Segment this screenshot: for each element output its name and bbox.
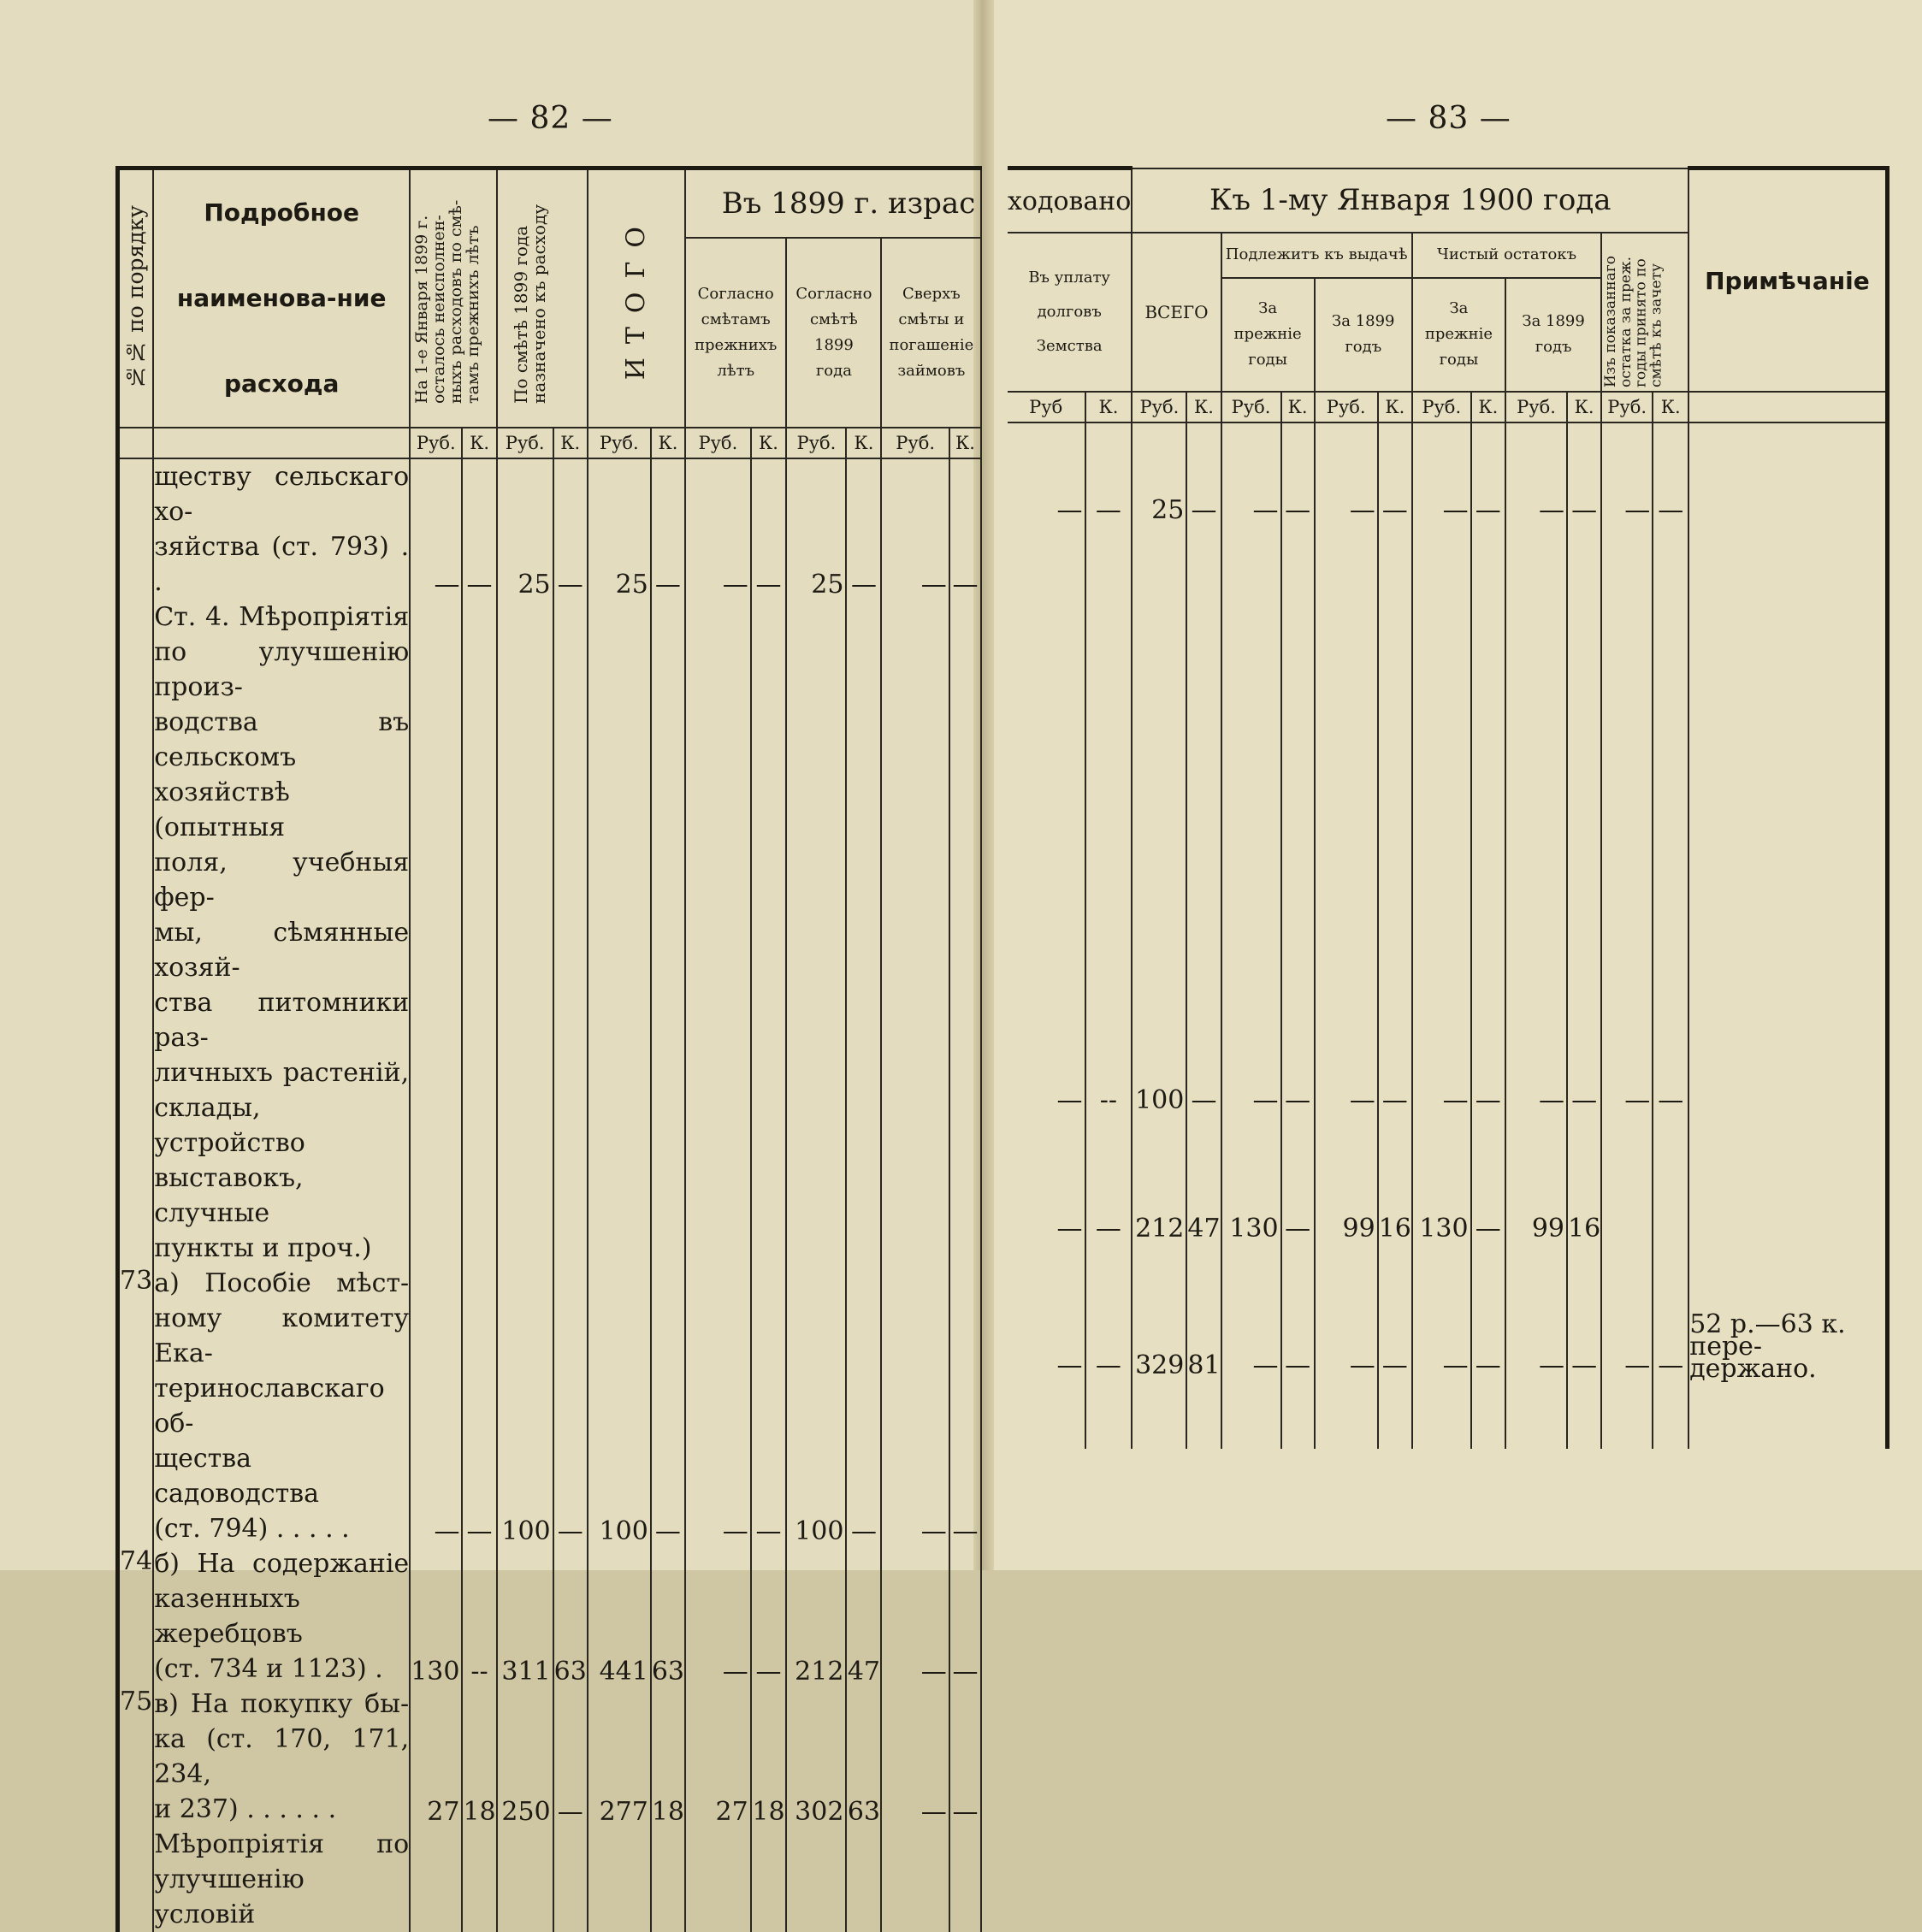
amount-kop: — bbox=[1567, 927, 1601, 1115]
amount-rub: 130 bbox=[1412, 1115, 1471, 1244]
amount-rub: — bbox=[685, 1546, 751, 1687]
amount-rub bbox=[1221, 525, 1281, 927]
unit-rub: Руб. bbox=[1132, 392, 1186, 422]
description-line: пункты и проч.) bbox=[154, 1233, 372, 1263]
remark bbox=[1688, 1115, 1887, 1244]
expense-description bbox=[153, 1266, 410, 1546]
amount-kop bbox=[1567, 525, 1601, 927]
amount-rub: 25 bbox=[588, 458, 651, 600]
amount-kop bbox=[553, 1827, 588, 1932]
amount-kop: — bbox=[651, 458, 685, 600]
amount-rub bbox=[1412, 525, 1471, 927]
table-row bbox=[118, 1266, 982, 1546]
amount-kop: — bbox=[553, 1266, 588, 1546]
amount-rub bbox=[1008, 1380, 1085, 1449]
description-line: Мѣропріятія по bbox=[154, 1829, 410, 1859]
header-net-1899: За 1899 годъ bbox=[1505, 278, 1601, 392]
header-spent-1899: Въ 1899 г. израс bbox=[685, 168, 981, 239]
header-debt-payment: Въ уплату долговъ Земства bbox=[1008, 233, 1132, 392]
amount-kop: — bbox=[949, 458, 982, 600]
amount-kop: — bbox=[1471, 1244, 1505, 1380]
left-expense-table bbox=[115, 166, 982, 1932]
amount-kop bbox=[1378, 1380, 1412, 1449]
amount-kop: — bbox=[1471, 1115, 1505, 1244]
amount-rub: — bbox=[1008, 1115, 1085, 1244]
amount-rub bbox=[1505, 525, 1567, 927]
remark bbox=[1688, 1380, 1887, 1449]
description-line: а) Пособіе мѣст- bbox=[154, 1268, 410, 1298]
amount-kop: 18 bbox=[751, 1687, 787, 1827]
amount-kop: — bbox=[1567, 422, 1601, 525]
description-line: щества садоводства bbox=[154, 1444, 320, 1509]
amount-kop: — bbox=[553, 1687, 588, 1827]
description-line: улучшенію условій bbox=[154, 1864, 305, 1929]
amount-kop: — bbox=[1085, 1115, 1133, 1244]
unit-rub: Руб. bbox=[1315, 392, 1378, 422]
description-line: теринославскаго об- bbox=[154, 1374, 385, 1439]
amount-kop: — bbox=[1378, 1244, 1412, 1380]
amount-kop: — bbox=[1378, 422, 1412, 525]
table-row bbox=[118, 1827, 982, 1932]
unit-rub: Руб. bbox=[588, 428, 651, 458]
amount-rub: 99 bbox=[1505, 1115, 1567, 1244]
amount-rub: 250 bbox=[497, 1687, 553, 1827]
amount-kop: — bbox=[1653, 422, 1688, 525]
amount-kop: — bbox=[1281, 1115, 1315, 1244]
amount-kop: 63 bbox=[846, 1687, 881, 1827]
description-line: (ст. 734 и 1123) . bbox=[154, 1654, 383, 1684]
header-accepted: Изъ показаннаго остатка за преж. годы принято по смѣтѣ къ зачету bbox=[1601, 233, 1688, 392]
amount-kop bbox=[1471, 525, 1505, 927]
amount-rub: — bbox=[410, 458, 462, 600]
header-payable-1899: За 1899 годъ bbox=[1315, 278, 1412, 392]
unit-kop: К. bbox=[949, 428, 982, 458]
amount-rub bbox=[1315, 1380, 1378, 1449]
amount-rub: — bbox=[1221, 927, 1281, 1115]
amount-kop: 81 bbox=[1186, 1244, 1221, 1380]
amount-kop: 18 bbox=[651, 1687, 685, 1827]
description-line: ка (ст. 170, 171, 234, bbox=[154, 1724, 410, 1789]
amount-kop bbox=[1085, 1380, 1133, 1449]
amount-kop bbox=[1186, 1380, 1221, 1449]
description-line: ному комитету Ека- bbox=[154, 1303, 410, 1368]
unit-kop: К. bbox=[1281, 392, 1315, 422]
amount-rub: 302 bbox=[786, 1687, 846, 1827]
header-payable-prev: За прежніе годы bbox=[1221, 278, 1315, 392]
unit-kop: К. bbox=[553, 428, 588, 458]
amount-kop bbox=[1653, 1115, 1688, 1244]
amount-rub: 311 bbox=[497, 1546, 553, 1687]
amount-rub bbox=[1601, 1115, 1653, 1244]
unit-rub: Руб. bbox=[1601, 392, 1653, 422]
unit-kop: К. bbox=[1378, 392, 1412, 422]
table-row bbox=[118, 1546, 982, 1687]
unit-rub: Руб. bbox=[786, 428, 846, 458]
amount-rub: 212 bbox=[1132, 1115, 1186, 1244]
unit-kop: К. bbox=[651, 428, 685, 458]
amount-rub: 130 bbox=[410, 1546, 462, 1687]
amount-kop bbox=[1281, 1380, 1315, 1449]
row-number bbox=[118, 600, 154, 1266]
unit-rub: Руб. bbox=[881, 428, 949, 458]
amount-kop: — bbox=[1186, 422, 1221, 525]
amount-rub: 27 bbox=[410, 1687, 462, 1827]
amount-kop: 16 bbox=[1378, 1115, 1412, 1244]
expense-description bbox=[153, 1687, 410, 1827]
remark bbox=[1688, 525, 1887, 927]
amount-rub: — bbox=[1221, 1244, 1281, 1380]
amount-rub bbox=[1221, 1380, 1281, 1449]
unit-kop: К. bbox=[462, 428, 496, 458]
amount-kop bbox=[1471, 1380, 1505, 1449]
amount-kop: — bbox=[1471, 927, 1505, 1115]
amount-kop: — bbox=[651, 1266, 685, 1546]
amount-rub: 25 bbox=[497, 458, 553, 600]
amount-rub: — bbox=[410, 1266, 462, 1546]
amount-kop: — bbox=[1281, 927, 1315, 1115]
amount-kop: — bbox=[1281, 422, 1315, 525]
unit-rub: Руб bbox=[1008, 392, 1085, 422]
amount-rub bbox=[685, 600, 751, 1266]
unit-kop: К. bbox=[1567, 392, 1601, 422]
expense-description bbox=[153, 600, 410, 1266]
header-estimate-1899: По смѣтѣ 1899 года назначено къ расходу bbox=[497, 168, 588, 428]
amount-kop bbox=[651, 1827, 685, 1932]
amount-kop bbox=[1653, 525, 1688, 927]
unit-kop: К. bbox=[1085, 392, 1133, 422]
header-net-prev: За прежніе годы bbox=[1412, 278, 1505, 392]
amount-rub: — bbox=[1008, 422, 1085, 525]
description-line: в) На покупку бы- bbox=[154, 1689, 410, 1719]
amount-kop: — bbox=[1085, 1244, 1133, 1380]
units-row bbox=[1008, 392, 1887, 422]
amount-rub bbox=[588, 1827, 651, 1932]
units-row bbox=[118, 428, 982, 458]
amount-rub: — bbox=[881, 458, 949, 600]
amount-kop: — bbox=[553, 458, 588, 600]
amount-rub: — bbox=[1601, 1244, 1653, 1380]
amount-rub: — bbox=[881, 1546, 949, 1687]
amount-kop: 63 bbox=[651, 1546, 685, 1687]
amount-rub bbox=[1315, 525, 1378, 927]
description-line: казенныхъ жеребцовъ bbox=[154, 1584, 303, 1649]
table-row bbox=[1008, 1244, 1887, 1380]
description-line: (ст. 794) . . . . . bbox=[154, 1514, 350, 1544]
description-line: по улучшенію произ- bbox=[154, 637, 410, 702]
unit-kop: К. bbox=[1186, 392, 1221, 422]
header-remaining: На 1-е Января 1899 г. осталось неисполнен-ныхъ расходовъ по смѣ-тамъ прежнихъ лѣтъ bbox=[410, 168, 496, 428]
amount-kop bbox=[1567, 1380, 1601, 1449]
amount-kop: — bbox=[846, 458, 881, 600]
unit-kop: К. bbox=[751, 428, 787, 458]
amount-kop: — bbox=[949, 1546, 982, 1687]
table-row bbox=[118, 600, 982, 1266]
amount-kop: — bbox=[751, 458, 787, 600]
amount-kop: — bbox=[751, 1546, 787, 1687]
amount-kop bbox=[1186, 525, 1221, 927]
unit-rub: Руб. bbox=[497, 428, 553, 458]
amount-rub: — bbox=[1505, 422, 1567, 525]
amount-rub: — bbox=[1412, 422, 1471, 525]
amount-rub: 212 bbox=[786, 1546, 846, 1687]
amount-rub: 130 bbox=[1221, 1115, 1281, 1244]
amount-kop bbox=[1281, 525, 1315, 927]
amount-rub: — bbox=[1505, 927, 1567, 1115]
header-jan-1900: Къ 1-му Января 1900 года bbox=[1132, 168, 1688, 233]
amount-rub bbox=[1132, 1380, 1186, 1449]
amount-kop: — bbox=[1378, 927, 1412, 1115]
unit-rub: Руб. bbox=[1505, 392, 1567, 422]
row-number: 75 bbox=[118, 1687, 154, 1827]
description-line: мы, сѣмянные хозяй- bbox=[154, 918, 410, 983]
amount-rub bbox=[1008, 525, 1085, 927]
header-prev-estimates: Согласно смѣтамъ прежнихъ лѣтъ bbox=[685, 238, 786, 428]
description-line: выставокъ, случные bbox=[154, 1163, 304, 1228]
amount-rub bbox=[1412, 1380, 1471, 1449]
amount-kop bbox=[846, 1827, 881, 1932]
amount-rub bbox=[881, 600, 949, 1266]
amount-rub: 99 bbox=[1315, 1115, 1378, 1244]
description-line: зяйства (ст. 793) . . bbox=[154, 532, 410, 597]
amount-kop: -- bbox=[1085, 927, 1133, 1115]
amount-rub: — bbox=[685, 458, 751, 600]
amount-kop: — bbox=[1653, 927, 1688, 1115]
amount-kop: — bbox=[1471, 422, 1505, 525]
amount-rub: — bbox=[1008, 927, 1085, 1115]
unit-kop: К. bbox=[1653, 392, 1688, 422]
description-line: хозяйствѣ (опытныя bbox=[154, 777, 290, 842]
amount-rub: — bbox=[1315, 1244, 1378, 1380]
expense-description bbox=[153, 1827, 410, 1932]
amount-kop bbox=[1085, 525, 1133, 927]
amount-kop bbox=[846, 600, 881, 1266]
amount-rub: — bbox=[1008, 1244, 1085, 1380]
unit-rub: Руб. bbox=[1412, 392, 1471, 422]
table-row bbox=[1008, 422, 1887, 525]
table-row bbox=[1008, 927, 1887, 1115]
amount-rub bbox=[881, 1827, 949, 1932]
amount-rub bbox=[1601, 525, 1653, 927]
amount-kop: — bbox=[1653, 1244, 1688, 1380]
amount-rub: — bbox=[1601, 422, 1653, 525]
row-number: 73 bbox=[118, 1266, 154, 1546]
amount-rub: 277 bbox=[588, 1687, 651, 1827]
amount-kop bbox=[462, 600, 496, 1266]
amount-rub bbox=[1505, 1380, 1567, 1449]
amount-rub bbox=[1601, 1380, 1653, 1449]
table-row bbox=[1008, 1380, 1887, 1449]
header-row-number: №№ по порядку bbox=[118, 168, 154, 428]
amount-kop: 47 bbox=[1186, 1115, 1221, 1244]
amount-kop bbox=[751, 1827, 787, 1932]
amount-rub: — bbox=[1315, 422, 1378, 525]
amount-kop: 18 bbox=[462, 1687, 496, 1827]
amount-kop: — bbox=[1085, 422, 1133, 525]
amount-kop: — bbox=[846, 1266, 881, 1546]
header-over-estimate: Сверхъ смѣты и погашеніе займовъ bbox=[881, 238, 981, 428]
amount-rub: 25 bbox=[1132, 422, 1186, 525]
header-payable: Подлежитъ къ выдачѣ bbox=[1221, 233, 1412, 278]
unit-kop: К. bbox=[1471, 392, 1505, 422]
description-line: ства питомники раз- bbox=[154, 988, 410, 1053]
amount-kop: — bbox=[1186, 927, 1221, 1115]
amount-rub: — bbox=[1412, 1244, 1471, 1380]
header-grand-total: ВСЕГО bbox=[1132, 233, 1221, 392]
amount-kop: — bbox=[462, 1266, 496, 1546]
amount-kop: — bbox=[1567, 1244, 1601, 1380]
description-line: поля, учебныя фер- bbox=[154, 848, 410, 913]
description-line: склады, устройство bbox=[154, 1093, 305, 1158]
amount-rub: 100 bbox=[786, 1266, 846, 1546]
remark bbox=[1688, 927, 1887, 1115]
amount-kop: 47 bbox=[846, 1546, 881, 1687]
header-total: ИТОГО bbox=[588, 168, 685, 428]
right-page-number: — 83 — bbox=[1386, 101, 1511, 136]
unit-rub: Руб. bbox=[685, 428, 751, 458]
table-row bbox=[1008, 1115, 1887, 1244]
amount-rub: — bbox=[1601, 927, 1653, 1115]
amount-rub bbox=[410, 1827, 462, 1932]
amount-kop: — bbox=[949, 1266, 982, 1546]
remark: 52 р.—63 к. пере-держано. bbox=[1688, 1244, 1887, 1380]
amount-rub: — bbox=[1221, 422, 1281, 525]
row-number bbox=[118, 1827, 154, 1932]
description-line: личныхъ растеній, bbox=[154, 1058, 410, 1088]
table-row bbox=[1008, 525, 1887, 927]
amount-kop: — bbox=[1281, 1244, 1315, 1380]
amount-kop bbox=[462, 1827, 496, 1932]
remark bbox=[1688, 422, 1887, 525]
expense-description bbox=[153, 1546, 410, 1687]
header-net-balance: Чистый остатокъ bbox=[1412, 233, 1601, 278]
amount-rub: — bbox=[881, 1687, 949, 1827]
amount-rub bbox=[497, 1827, 553, 1932]
description-line: и 237) . . . . . . bbox=[154, 1794, 337, 1824]
unit-kop: К. bbox=[846, 428, 881, 458]
left-page-number: — 82 — bbox=[488, 101, 613, 136]
row-number: 74 bbox=[118, 1546, 154, 1687]
amount-kop bbox=[1378, 525, 1412, 927]
amount-rub bbox=[1132, 525, 1186, 927]
header-expense-name: Подробное наименова-ние расхода bbox=[153, 168, 410, 428]
amount-rub bbox=[410, 600, 462, 1266]
unit-rub: Руб. bbox=[1221, 392, 1281, 422]
amount-kop bbox=[1653, 1380, 1688, 1449]
table-row bbox=[118, 1687, 982, 1827]
amount-rub: 441 bbox=[588, 1546, 651, 1687]
amount-kop: 16 bbox=[1567, 1115, 1601, 1244]
amount-rub: 100 bbox=[588, 1266, 651, 1546]
amount-kop bbox=[751, 600, 787, 1266]
expense-description bbox=[153, 458, 410, 600]
amount-kop: 63 bbox=[553, 1546, 588, 1687]
amount-rub: 25 bbox=[786, 458, 846, 600]
header-cur-estimate: Согласно смѣтѣ 1899 года bbox=[786, 238, 881, 428]
amount-rub: 27 bbox=[685, 1687, 751, 1827]
table-row bbox=[118, 458, 982, 600]
amount-rub bbox=[685, 1827, 751, 1932]
unit-rub: Руб. bbox=[410, 428, 462, 458]
amount-rub: 100 bbox=[1132, 927, 1186, 1115]
amount-kop bbox=[949, 1827, 982, 1932]
amount-kop: — bbox=[462, 458, 496, 600]
amount-rub: 100 bbox=[497, 1266, 553, 1546]
description-line: б) На содержаніе bbox=[154, 1549, 410, 1579]
header-remark: Примѣчаніе bbox=[1688, 168, 1887, 393]
amount-rub: — bbox=[1505, 1244, 1567, 1380]
amount-kop bbox=[651, 600, 685, 1266]
amount-kop bbox=[553, 600, 588, 1266]
amount-rub: 329 bbox=[1132, 1244, 1186, 1380]
amount-rub: — bbox=[685, 1266, 751, 1546]
amount-rub bbox=[786, 600, 846, 1266]
description-line: водства въ сельскомъ bbox=[154, 707, 410, 772]
amount-rub bbox=[588, 600, 651, 1266]
description-line: ществу сельскаго хо- bbox=[154, 462, 410, 527]
amount-rub: — bbox=[1412, 927, 1471, 1115]
amount-rub: — bbox=[881, 1266, 949, 1546]
amount-kop bbox=[949, 600, 982, 1266]
amount-kop: — bbox=[751, 1266, 787, 1546]
right-expense-table bbox=[1008, 166, 1889, 1449]
header-spent-cont: ходовано bbox=[1008, 168, 1132, 233]
amount-rub bbox=[497, 600, 553, 1266]
amount-kop: -- bbox=[462, 1546, 496, 1687]
description-line: Ст. 4. Мѣропріятія bbox=[154, 602, 410, 632]
amount-rub bbox=[786, 1827, 846, 1932]
amount-kop: — bbox=[949, 1687, 982, 1827]
amount-rub: — bbox=[1315, 927, 1378, 1115]
row-number bbox=[118, 458, 154, 600]
